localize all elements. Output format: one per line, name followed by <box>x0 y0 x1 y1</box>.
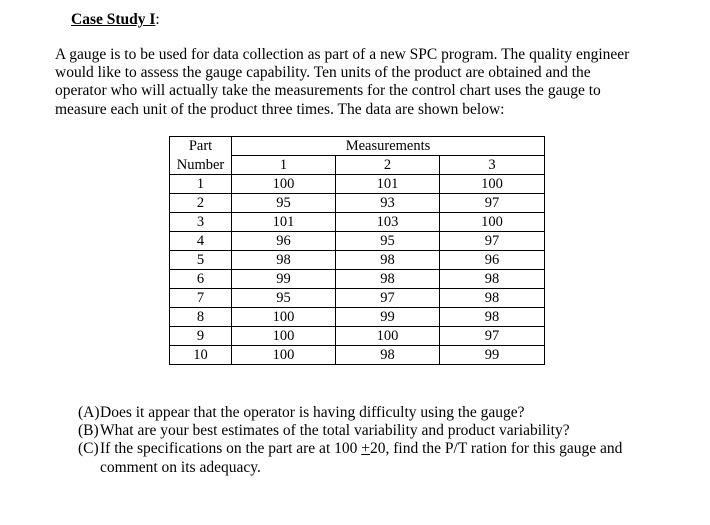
part-number-cell: 1 <box>170 175 232 194</box>
table-row <box>170 194 545 213</box>
measurement-1-cell: 98 <box>232 251 336 270</box>
question-a-text: Does it appear that the operator is having difficulty using the gauge? <box>100 404 525 421</box>
question-c-text-after: 20, find the P/T ration for this gauge and <box>370 440 623 458</box>
measurement-3-cell: 97 <box>440 327 545 346</box>
measurement-1-cell: 100 <box>232 346 336 365</box>
plus-minus-symbol: + <box>361 440 370 458</box>
measurement-2-cell: 95 <box>336 232 440 251</box>
question-c <box>78 440 678 476</box>
measurement-2-cell: 98 <box>336 270 440 289</box>
trial-header-1: 1 <box>232 156 336 175</box>
table-body <box>170 175 545 365</box>
trial-header-2: 2 <box>336 156 440 175</box>
intro-paragraph <box>55 46 675 119</box>
trial-header-3: 3 <box>440 156 545 175</box>
intro-line: operator who will actually take the measurements for the control chart uses the gauge to <box>55 82 601 100</box>
part-number-cell: 7 <box>170 289 232 308</box>
measurement-1-cell: 99 <box>232 270 336 289</box>
question-a <box>78 404 678 422</box>
measurement-1-cell: 100 <box>232 175 336 194</box>
measurements-table <box>169 136 545 365</box>
table-row <box>170 327 545 346</box>
part-number-cell: 10 <box>170 346 232 365</box>
question-b <box>78 422 678 440</box>
measurement-3-cell: 97 <box>440 194 545 213</box>
part-number-cell: 9 <box>170 327 232 346</box>
part-number-cell: 3 <box>170 213 232 232</box>
question-c-text <box>100 440 678 458</box>
measurement-2-cell: 97 <box>336 289 440 308</box>
part-number-cell: 5 <box>170 251 232 270</box>
table-header-row <box>170 137 545 156</box>
table-row <box>170 270 545 289</box>
measurement-3-cell: 100 <box>440 213 545 232</box>
question-c-continuation: comment on its adequacy. <box>100 458 261 476</box>
table-row <box>170 289 545 308</box>
measurement-1-cell: 101 <box>232 213 336 232</box>
table-subheader-row <box>170 156 545 175</box>
table-row <box>170 346 545 365</box>
measurement-2-cell: 101 <box>336 175 440 194</box>
measurement-3-cell: 98 <box>440 308 545 327</box>
part-number-cell: 8 <box>170 308 232 327</box>
question-a-tag: (A) <box>78 404 100 421</box>
part-header-bottom: Number <box>170 156 232 175</box>
measurement-3-cell: 98 <box>440 289 545 308</box>
table-row <box>170 175 545 194</box>
question-list <box>78 404 678 477</box>
question-b-text: What are your best estimates of the total variability and product variability? <box>100 422 570 440</box>
measurement-2-cell: 103 <box>336 213 440 232</box>
table-row <box>170 232 545 251</box>
question-c-tag: (C) <box>78 440 99 458</box>
heading-colon: : <box>155 11 160 28</box>
measurement-3-cell: 99 <box>440 346 545 365</box>
part-header-top: Part <box>170 137 232 156</box>
measurement-2-cell: 93 <box>336 194 440 213</box>
part-number-cell: 6 <box>170 270 232 289</box>
table-row <box>170 251 545 270</box>
measurement-1-cell: 95 <box>232 194 336 213</box>
measurement-2-cell: 98 <box>336 251 440 270</box>
measurement-1-cell: 100 <box>232 308 336 327</box>
measurement-1-cell: 100 <box>232 327 336 346</box>
measurement-3-cell: 100 <box>440 175 545 194</box>
question-c-text-before: If the specifications on the part are at 100 <box>100 440 362 458</box>
intro-line: would like to assess the gauge capability. Ten units of the product are obtained and the <box>55 64 591 82</box>
measurement-1-cell: 95 <box>232 289 336 308</box>
measurement-3-cell: 97 <box>440 232 545 251</box>
heading-text: Case Study I <box>71 11 156 28</box>
measurement-2-cell: 98 <box>336 346 440 365</box>
case-study-heading <box>71 11 160 29</box>
measurement-3-cell: 98 <box>440 270 545 289</box>
table-row <box>170 213 545 232</box>
intro-line: measure each unit of the product three times. The data are shown below: <box>55 100 505 118</box>
measurement-2-cell: 100 <box>336 327 440 346</box>
question-b-tag: (B) <box>78 422 99 440</box>
intro-line: A gauge is to be used for data collection as part of a new SPC program. The quality engineer <box>55 46 630 63</box>
measurement-1-cell: 96 <box>232 232 336 251</box>
table-row <box>170 308 545 327</box>
measurement-3-cell: 96 <box>440 251 545 270</box>
part-number-cell: 2 <box>170 194 232 213</box>
measurement-2-cell: 99 <box>336 308 440 327</box>
measurements-header: Measurements <box>232 137 545 156</box>
part-number-cell: 4 <box>170 232 232 251</box>
